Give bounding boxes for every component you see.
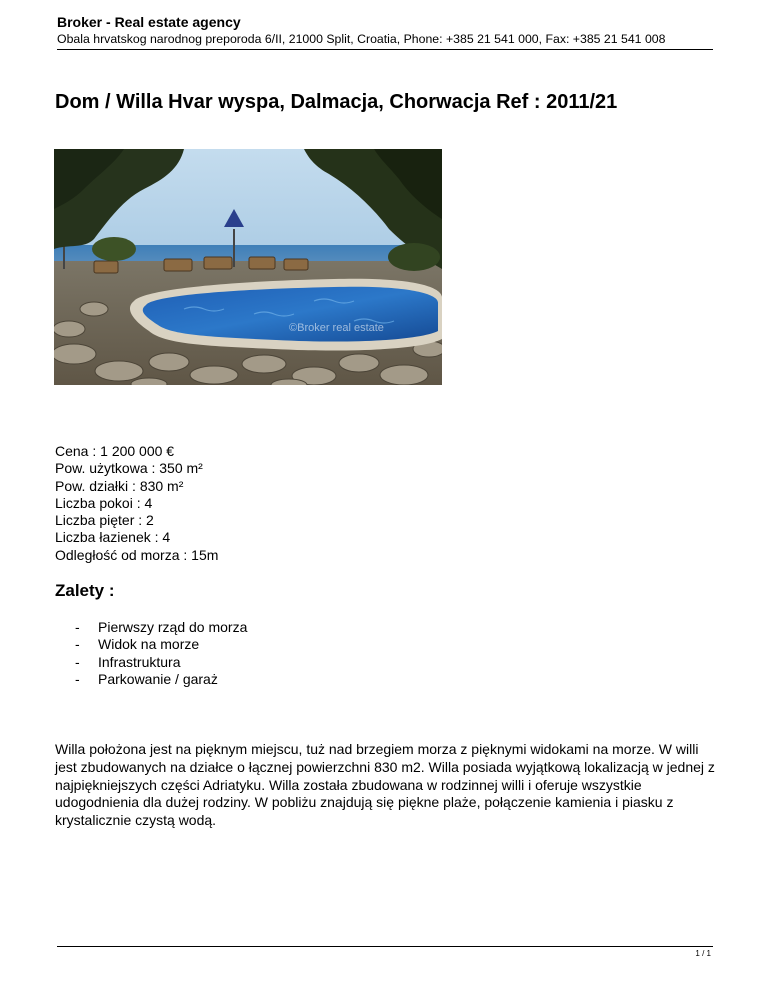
listing-title: Dom / Willa Hvar wyspa, Dalmacja, Chorwacja Ref : 2011/21 <box>55 91 618 113</box>
advantages-list <box>75 619 247 688</box>
pool-villa-photo <box>54 149 442 385</box>
fact-living-area: Pow. użytkowa : 350 m² <box>55 460 203 477</box>
list-item: - Infrastruktura <box>75 653 181 670</box>
listing-description: Willa położona jest na pięknym miejscu, tuż nad brzegiem morza z pięknymi widokami na morze. W willi jest zbudowanych na działce o łącznej powierzchni 830 m2. Willa posiada wyjątkową lokalizacją w jednej z najpiękniejszych części Adriatyku. Willa została zbudowana w rodzinnej willi i oferuje wszystkie udogodnienia dla dużej rodziny. W pobliżu znajdują się piękne plaże, połączenie kamienia i piasku z krystalicznie czystą wodą. <box>55 741 715 829</box>
page-number: 1 / 1 <box>695 949 711 958</box>
photo-watermark: ©Broker real estate <box>289 322 384 334</box>
fact-rooms: Liczba pokoi : 4 <box>55 494 153 511</box>
header-divider <box>57 49 713 50</box>
company-name: Broker - Real estate agency <box>57 14 241 30</box>
fact-price: Cena : 1 200 000 € <box>55 443 175 459</box>
fact-distance-to-sea: Odległość od morza : 15m <box>55 546 219 563</box>
fact-floors: Liczba pięter : 2 <box>55 512 154 529</box>
advantages-heading: Zalety : <box>55 581 115 600</box>
list-item: - Widok na morze <box>75 636 200 653</box>
footer-divider <box>57 946 713 947</box>
listing-photo <box>54 149 442 385</box>
list-item: - Pierwszy rząd do morza <box>75 619 248 635</box>
company-contact: Obala hrvatskog narodnog preporoda 6/II, 21000 Split, Croatia, Phone: +385 21 541 000, Fax: +385 21 541 008 <box>57 32 666 46</box>
list-item: - Parkowanie / garaż <box>75 670 218 687</box>
fact-bathrooms: Liczba łazienek : 4 <box>55 529 171 546</box>
property-facts <box>55 443 218 564</box>
page-header <box>57 14 713 47</box>
fact-plot-area: Pow. działki : 830 m² <box>55 477 184 494</box>
